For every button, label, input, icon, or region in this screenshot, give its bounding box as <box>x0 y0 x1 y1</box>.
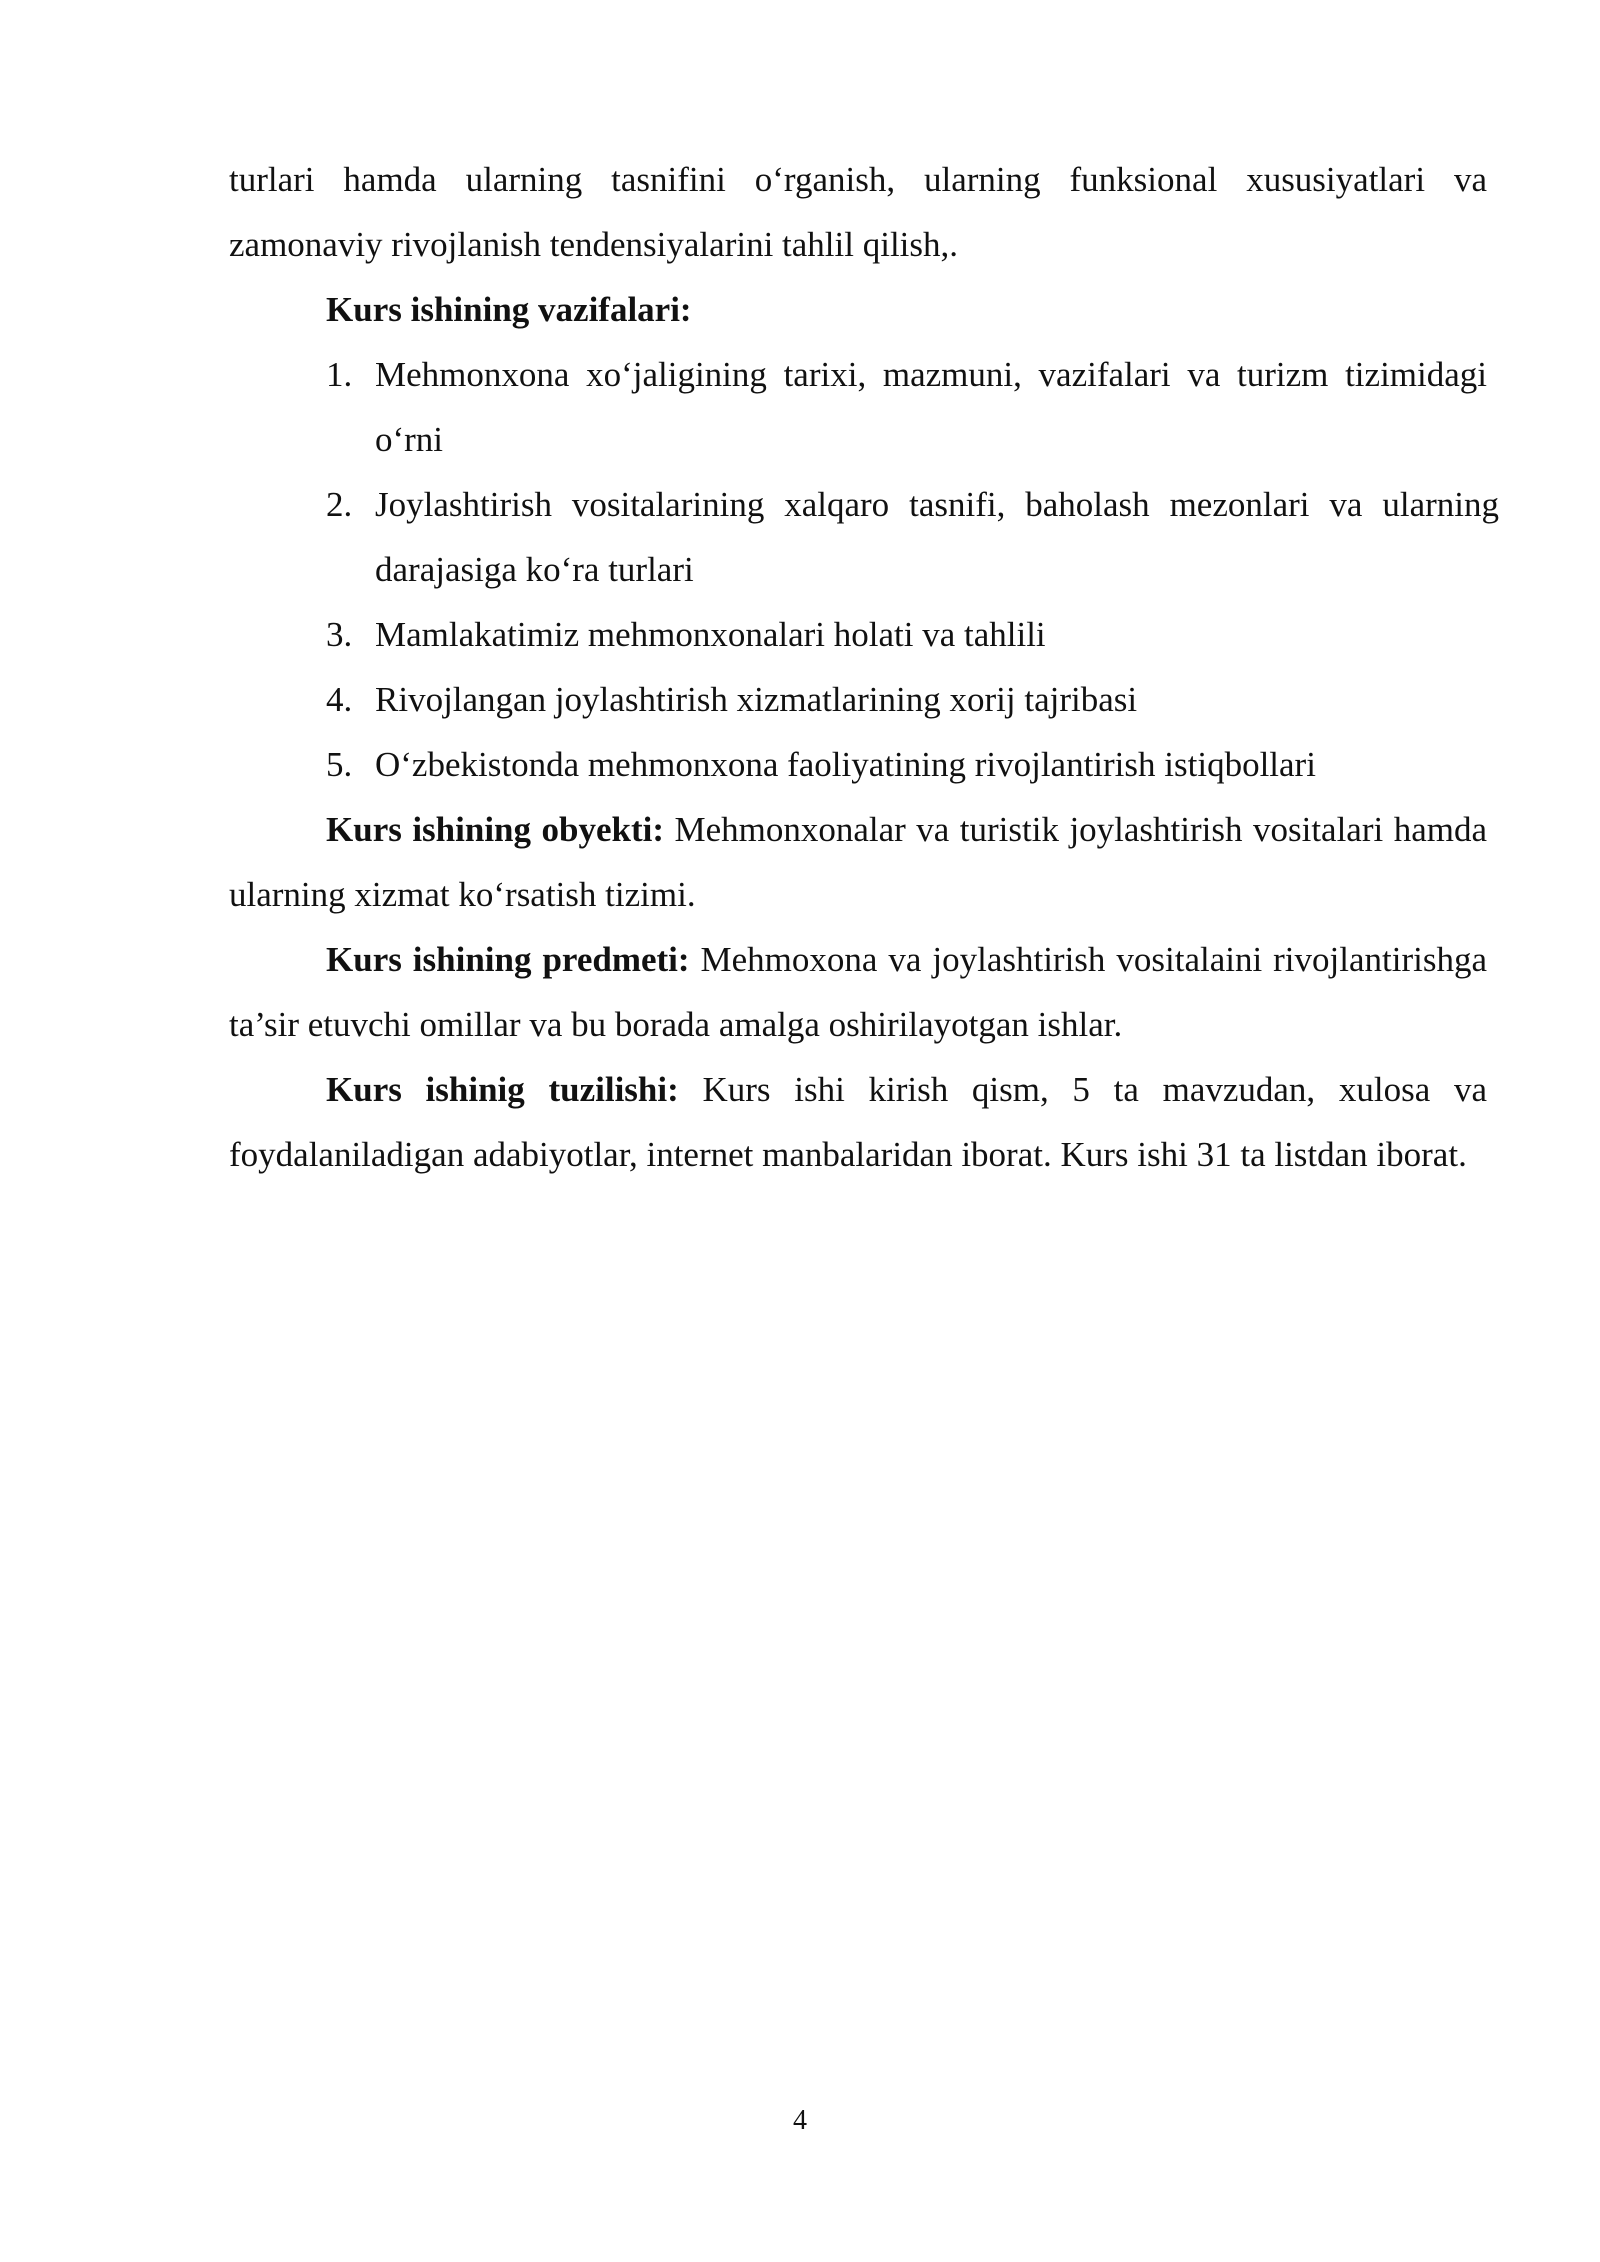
intro-paragraph: turlari hamda ularning tasnifini o‘rganish, ularning funksional xususiyatlari va zamonaviy rivojlanish tendensiyalarini tahlil qilish,. <box>229 160 1487 264</box>
tasks-heading: Kurs ishining vazifalari: <box>326 290 692 329</box>
list-item-text: O‘zbekistonda mehmonxona faoliyatining rivojlantirish istiqbollari <box>375 745 1316 784</box>
object-paragraph <box>229 797 1487 927</box>
list-item-number: 3. <box>326 615 353 654</box>
page-number: 4 <box>793 2105 807 2136</box>
list-item-number: 4. <box>326 680 353 719</box>
list-item <box>326 342 1487 472</box>
list-item-number: 2. <box>326 485 353 524</box>
object-text: Mehmonxonalar va turistik joylashtirish vositalari hamda ularning xizmat ko‘rsatish tizimi. <box>229 810 1487 914</box>
subject-paragraph <box>229 927 1487 1057</box>
page-body <box>229 147 1499 1187</box>
structure-paragraph <box>229 1057 1487 1187</box>
tasks-list <box>229 342 1499 797</box>
list-item-number: 5. <box>326 745 353 784</box>
subject-label: Kurs ishining predmeti: <box>326 940 690 979</box>
list-item-text: Mehmonxona xo‘jaligining tarixi, mazmuni, vazifalari va turizm tizimidagi o‘rni <box>375 355 1487 459</box>
subject-text: Mehmoxona va joylashtirish vositalaini rivojlantirishga ta’sir etuvchi omillar va bu borada amalga oshirilayotgan ishlar. <box>229 940 1487 1044</box>
list-item-number: 1. <box>326 355 353 394</box>
list-item <box>326 732 1487 797</box>
list-item <box>326 667 1487 732</box>
object-label: Kurs ishining obyekti: <box>326 810 664 849</box>
structure-text: Kurs ishi kirish qism, 5 ta mavzudan, xulosa va foydalaniladigan adabiyotlar, internet manbalaridan iborat. Kurs ishi 31 ta listdan iborat. <box>229 1070 1487 1174</box>
list-item-text: Rivojlangan joylashtirish xizmatlarining xorij tajribasi <box>375 680 1138 719</box>
list-item <box>326 602 1487 667</box>
list-item <box>326 472 1499 602</box>
structure-label: Kurs ishinig tuzilishi: <box>326 1070 679 1109</box>
list-item-text: Mamlakatimiz mehmonxonalari holati va tahlili <box>375 615 1046 654</box>
list-item-text: Joylashtirish vositalarining xalqaro tasnifi, baholash mezonlari va ularning darajasiga ko‘ra turlari <box>375 485 1499 589</box>
